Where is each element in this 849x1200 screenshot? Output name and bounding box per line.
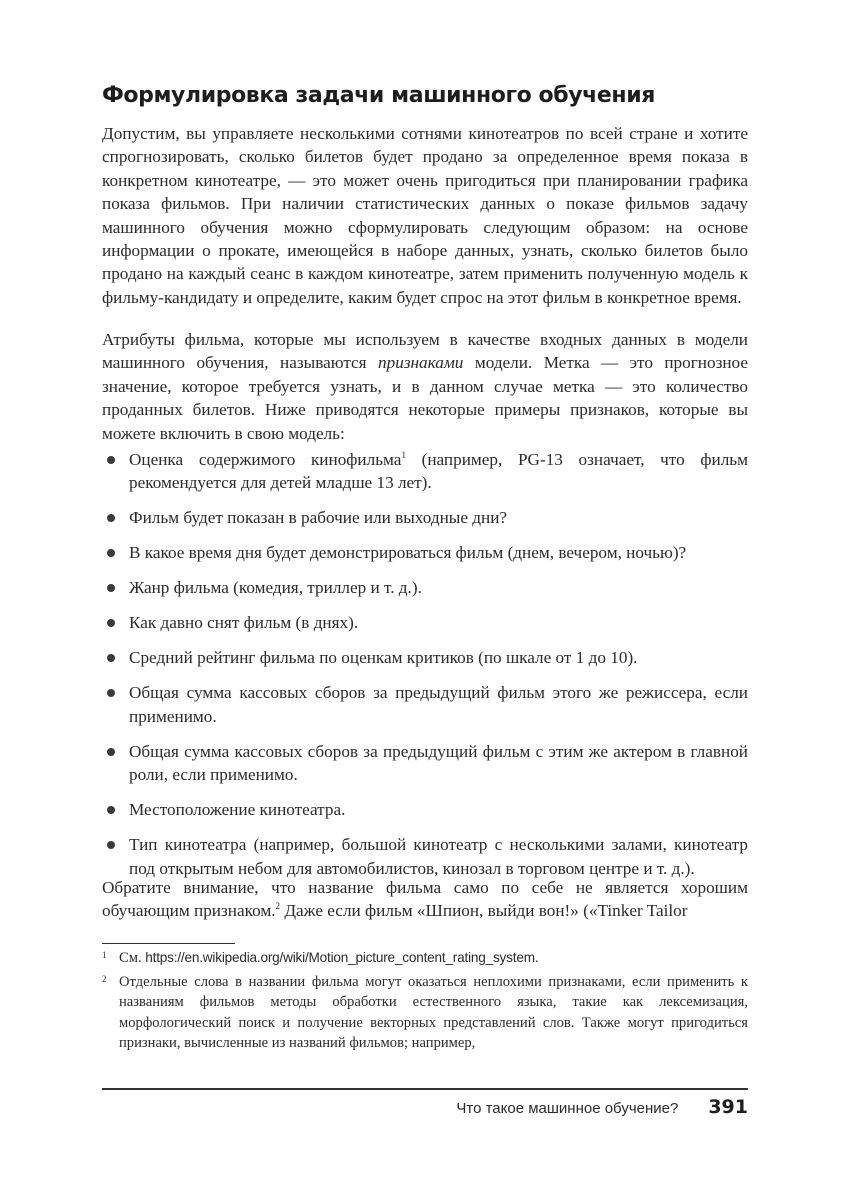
list-item: В какое время дня будет демонстрироваться фильм (днем, вечером, ночью)?: [102, 541, 748, 564]
list-item: Средний рейтинг фильма по оценкам критиков (по шкале от 1 до 10).: [102, 646, 748, 669]
list-item: Общая сумма кассовых сборов за предыдущий фильм этого же режиссера, если применимо.: [102, 681, 748, 728]
bullet-icon: [107, 748, 115, 756]
bullet-icon: [107, 549, 115, 557]
list-item: Жанр фильма (комедия, триллер и т. д.).: [102, 576, 748, 599]
page-footer: [456, 1096, 748, 1118]
running-chapter-title: Что такое машинное обучение?: [456, 1100, 679, 1117]
list-item: Оценка содержимого кинофильма$^1$ (например, PG-13 означает, что фильм рекомендуется для детей младше 13 лет).: [102, 448, 748, 495]
paragraph-text: модели. Метка — это прогнозное значение, которое требуется узнать, и в данном случае метка — это количество проданных билетов. Ниже приводятся некоторые примеры признаков, которые вы можете включить в свою модель:: [102, 353, 748, 443]
title-feature-paragraph: Обратите внимание, что название фильма само по себе не является хорошим обучающим признаком.$^2$ Даже если фильм «Шпион, выйди вон!» («Tinker Tailor: [102, 878, 748, 921]
features-intro-paragraph: [102, 328, 748, 445]
footnote-1: 1 См. https://en.wikipedia.org/wiki/Motion_picture_content_rating_system.: [102, 948, 748, 969]
intro-paragraph: Допустим, вы управляете несколькими сотнями кинотеатров по всей стране и хотите спрогнозировать, сколько билетов будет продано за определенное время показа в конкретном кинотеатре, — это может очень пригодиться при планировании графика показа фильмов. При наличии статистических данных о показе фильмов задачу машинного обучения можно сформулировать следующим образом: на основе информации о прокате, имеющейся в наборе данных, узнать, сколько билетов было продано на каждый сеанс в каждом кинотеатре, затем применить полученную модель к фильму-кандидату и определите, каким будет спрос на этот фильм в конкретное время.: [102, 124, 748, 307]
page-number: 391: [708, 1096, 748, 1118]
bullet-icon: [107, 841, 115, 849]
list-item: Фильм будет показан в рабочие или выходные дни?: [102, 506, 748, 529]
footnote-2: 2 Отдельные слова в названии фильма могут оказаться неплохими признаками, если применить к названиям фильмов методы обработки естественного языка, такие как лексемизация, морфологический поиск и получение векторных представлений слов. Также могут пригодиться признаки, вычисленные из названий фильмов; например,: [102, 972, 748, 1054]
footnote-number: 1: [102, 950, 107, 960]
list-item: Тип кинотеатра (например, большой кинотеатр с несколькими залами, кинотеатр под открытым небом для автомобилистов, кинозал в торговом центре и т. д.).: [102, 833, 748, 880]
footnote-link[interactable]: https://en.wikipedia.org/wiki/Motion_picture_content_rating_system.: [145, 950, 539, 965]
footnote-number: 2: [102, 973, 107, 984]
bullet-icon: [107, 806, 115, 814]
bullet-icon: [107, 514, 115, 522]
bullet-icon: [107, 654, 115, 662]
list-item: Как давно снят фильм (в днях).: [102, 611, 748, 634]
footnote-ref[interactable]: 1: [401, 450, 406, 460]
bullet-icon: [107, 689, 115, 697]
footer-divider: [102, 1088, 748, 1090]
paragraph-text: Атрибуты фильма, которые мы используем в качестве входных данных в модели машинного обучения, называются: [102, 330, 748, 373]
bullet-icon: [107, 456, 115, 464]
list-item: Общая сумма кассовых сборов за предыдущий фильм с этим же актером в главной роли, если применимо.: [102, 740, 748, 787]
footnote-ref[interactable]: 2: [275, 901, 281, 912]
feature-list: [102, 448, 748, 892]
section-heading: Формулировка задачи машинного обучения: [102, 83, 655, 108]
bullet-icon: [107, 584, 115, 592]
footnotes: [102, 948, 748, 1054]
emphasized-term: признаками: [378, 353, 464, 373]
footnote-divider: [102, 943, 235, 944]
list-item: Местоположение кинотеатра.: [102, 798, 748, 821]
bullet-icon: [107, 619, 115, 627]
